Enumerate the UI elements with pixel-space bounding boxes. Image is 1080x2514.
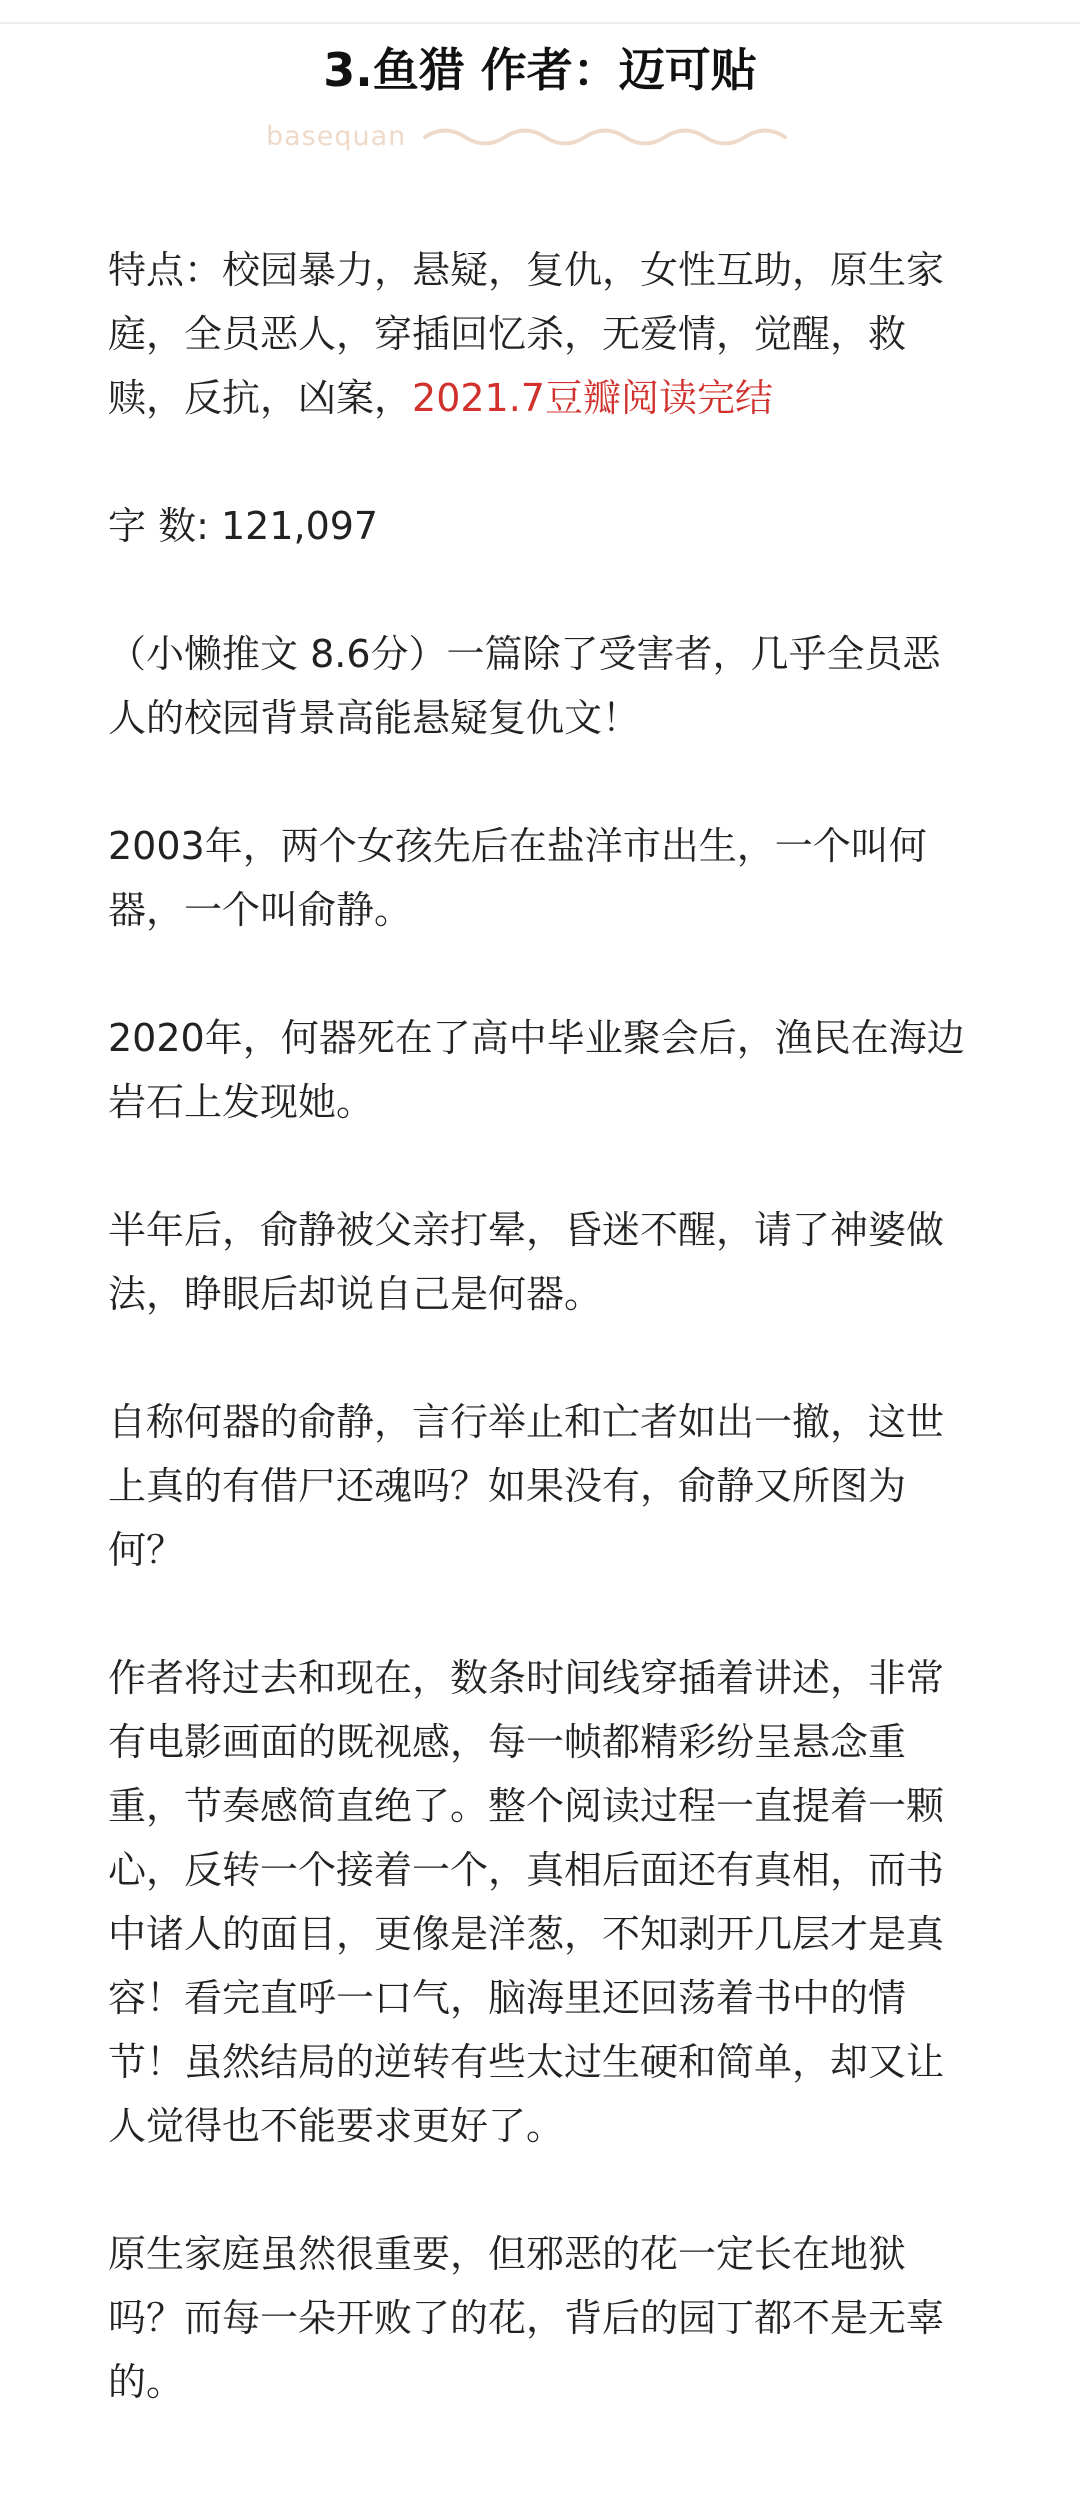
body-paragraph: 半年后，俞静被父亲打晕，昏迷不醒，请了神婆做法，睁眼后却说自己是何器。 bbox=[108, 1208, 945, 1316]
body-paragraph: 自称何器的俞静，言行举止和亡者如出一撤，这世上真的有借尸还魂吗？如果没有，俞静又所图为何？ bbox=[108, 1400, 945, 1572]
features-paragraph bbox=[108, 238, 978, 430]
completion-highlight: 2021.7豆瓣阅读完结 bbox=[412, 376, 773, 420]
article-body bbox=[108, 238, 978, 2414]
body-paragraph: 原生家庭虽然很重要，但邪恶的花一定长在地狱吗？而每一朵开败了的花，背后的园丁都不是无辜的。 bbox=[108, 2232, 945, 2404]
brand-label: basequan bbox=[266, 121, 407, 152]
wave-ornament-icon bbox=[420, 122, 800, 152]
body-paragraph: 2020年，何器死在了高中毕业聚会后，渔民在海边岩石上发现她。 bbox=[108, 1016, 965, 1124]
body-paragraph: 作者将过去和现在，数条时间线穿插着讲述，非常有电影画面的既视感，每一帧都精彩纷呈悬念重重，节奏感简直绝了。整个阅读过程一直提着一颗心，反转一个接着一个，真相后面还有真相，而书中诸人的面目，更像是洋葱，不知剥开几层才是真容！看完直呼一口气，脑海里还回荡着书中的情节！虽然结局的逆转有些太过生硬和简单，却又让人觉得也不能要求更好了。 bbox=[108, 1656, 945, 2148]
body-paragraph: 2003年，两个女孩先后在盐洋市出生，一个叫何器，一个叫俞静。 bbox=[108, 824, 927, 932]
word-count: 字 数: 121,097 bbox=[108, 504, 379, 548]
top-divider bbox=[0, 22, 1080, 24]
article-title: 3.鱼猎 作者：迈可贴 bbox=[323, 43, 757, 97]
brand-decoration bbox=[0, 112, 1080, 162]
features-text: 特点：校园暴力，悬疑，复仇，女性互助，原生家庭，全员恶人，穿插回忆杀，无爱情，觉醒，救赎，反抗，凶案， bbox=[108, 248, 945, 420]
body-paragraph: （小懒推文 8.6分）一篇除了受害者，几乎全员恶人的校园背景高能悬疑复仇文！ bbox=[108, 632, 941, 740]
